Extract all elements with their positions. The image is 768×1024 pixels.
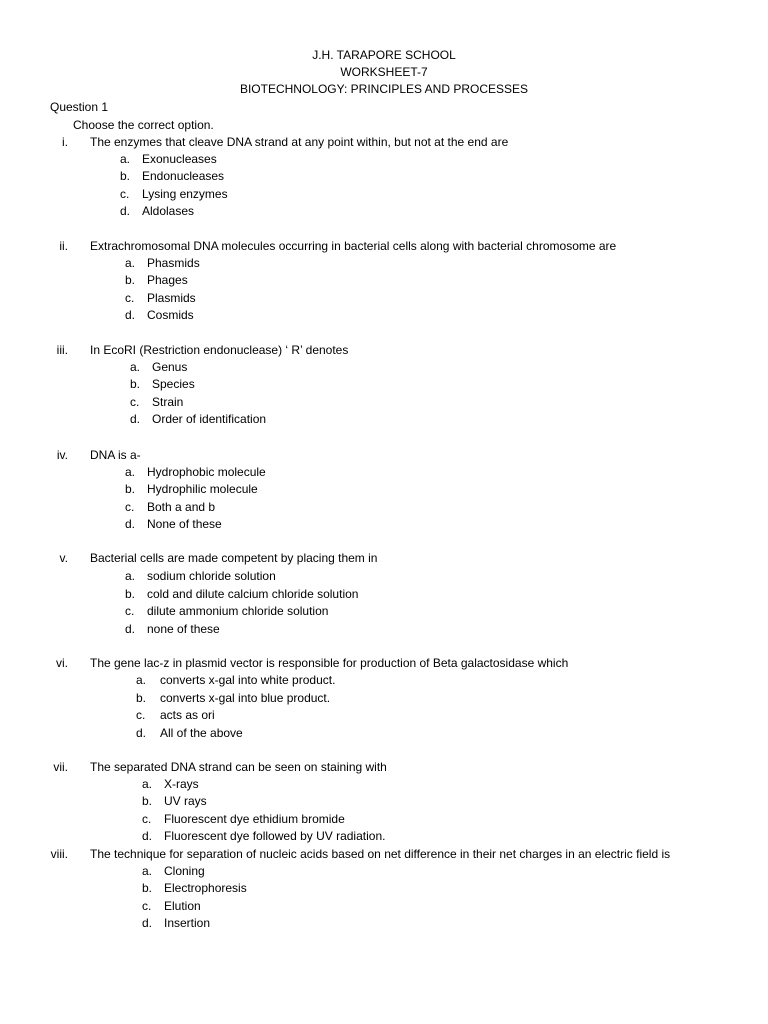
option-letter: a. [125,465,136,479]
question-number: ii. [59,239,68,253]
option-text: none of these [147,621,220,636]
option-text: Species [152,377,195,392]
option-letter: d. [142,828,153,843]
option-letter: d. [125,621,136,636]
option-letter: d. [142,915,153,930]
option-text: cold and dilute calcium chloride solution [147,586,359,601]
option-text: Endonucleases [142,169,225,184]
option-text: Genus [152,360,188,374]
option-text: UV rays [164,794,207,809]
option-text: Order of identification [152,411,267,426]
question-number: v. [59,551,68,565]
option-text: Strain [152,394,184,409]
option-letter: c. [136,708,146,722]
question-number: iii. [56,343,68,357]
option-text: Phasmids [147,256,200,270]
option-letter: c. [120,186,130,201]
option-text: Cosmids [147,307,194,322]
option-letter: a. [125,569,136,583]
option-letter: c. [130,394,140,409]
option-text: Lysing enzymes [142,186,228,201]
option-text: Exonucleases [142,152,217,166]
option-text: acts as ori [160,708,215,722]
question-text: DNA is a- [90,448,141,462]
option-letter: d. [136,725,147,740]
question-text: Bacterial cells are made competent by placing them in [90,551,378,565]
option-text: Elution [164,898,201,913]
option-letter: a. [125,256,136,270]
option-letter: b. [125,273,136,288]
option-letter: c. [142,898,152,913]
option-letter: c. [142,811,152,826]
option-letter: b. [125,586,136,601]
option-text: Hydrophilic molecule [147,482,258,497]
option-letter: b. [120,169,131,184]
worksheet-number: WORKSHEET-7 [340,65,428,79]
option-letter: a. [130,360,141,374]
question-number: iv. [56,448,68,462]
option-letter: c. [125,290,135,305]
option-text: Fluorescent dye followed by UV radiation. [164,828,386,843]
question-number: vi. [56,656,68,670]
question-text: The technique for separation of nucleic acids based on net difference in their net charges in an electric field is [90,847,671,861]
option-letter: d. [120,203,131,218]
option-letter: a. [120,152,131,166]
option-text: Both a and b [147,499,216,514]
option-text: Fluorescent dye ethidium bromide [164,811,345,826]
option-letter: a. [136,673,147,687]
question-text: Extrachromosomal DNA molecules occurring in bacterial cells along with bacterial chromosome are [90,239,617,253]
option-text: Insertion [164,915,211,930]
instruction: Choose the correct option. [73,118,214,132]
option-letter: b. [130,377,141,392]
option-letter: a. [142,777,153,791]
option-letter: b. [142,881,153,896]
question-number: i. [62,135,68,149]
option-text: Phages [147,273,188,288]
question-text: The gene lac-z in plasmid vector is responsible for production of Beta galactosidase which [90,656,569,670]
option-text: All of the above [160,725,243,740]
option-letter: a. [142,864,153,878]
option-text: converts x-gal into blue product. [160,690,331,705]
school-name: J.H. TARAPORE SCHOOL [312,48,456,62]
option-letter: d. [125,516,136,531]
option-text: Plasmids [147,290,196,305]
option-text: converts x-gal into white product. [160,673,336,687]
option-letter: b. [136,690,147,705]
subject-title: BIOTECHNOLOGY: PRINCIPLES AND PROCESSES [239,82,529,96]
question-number: vii. [53,760,68,774]
question-text: The enzymes that cleave DNA strand at any point within, but not at the end are [90,135,509,149]
question-text: In EcoRI (Restriction endonuclease) ‘ R’ denotes [90,343,349,357]
option-letter: c. [125,604,135,618]
option-text: Cloning [164,864,205,878]
question-number: viii. [50,847,68,861]
option-text: Aldolases [142,203,195,218]
option-letter: b. [142,794,153,809]
option-text: dilute ammonium chloride solution [147,604,329,618]
option-text: None of these [147,516,222,531]
option-letter: b. [125,482,136,497]
option-letter: d. [130,411,141,426]
option-text: X-rays [164,777,199,791]
option-letter: d. [125,307,136,322]
question-text: The separated DNA strand can be seen on staining with [90,760,387,774]
option-text: Hydrophobic molecule [147,465,266,479]
option-letter: c. [125,499,135,514]
option-text: sodium chloride solution [147,569,276,583]
option-text: Electrophoresis [164,881,247,896]
question-title: Question 1 [50,100,109,114]
